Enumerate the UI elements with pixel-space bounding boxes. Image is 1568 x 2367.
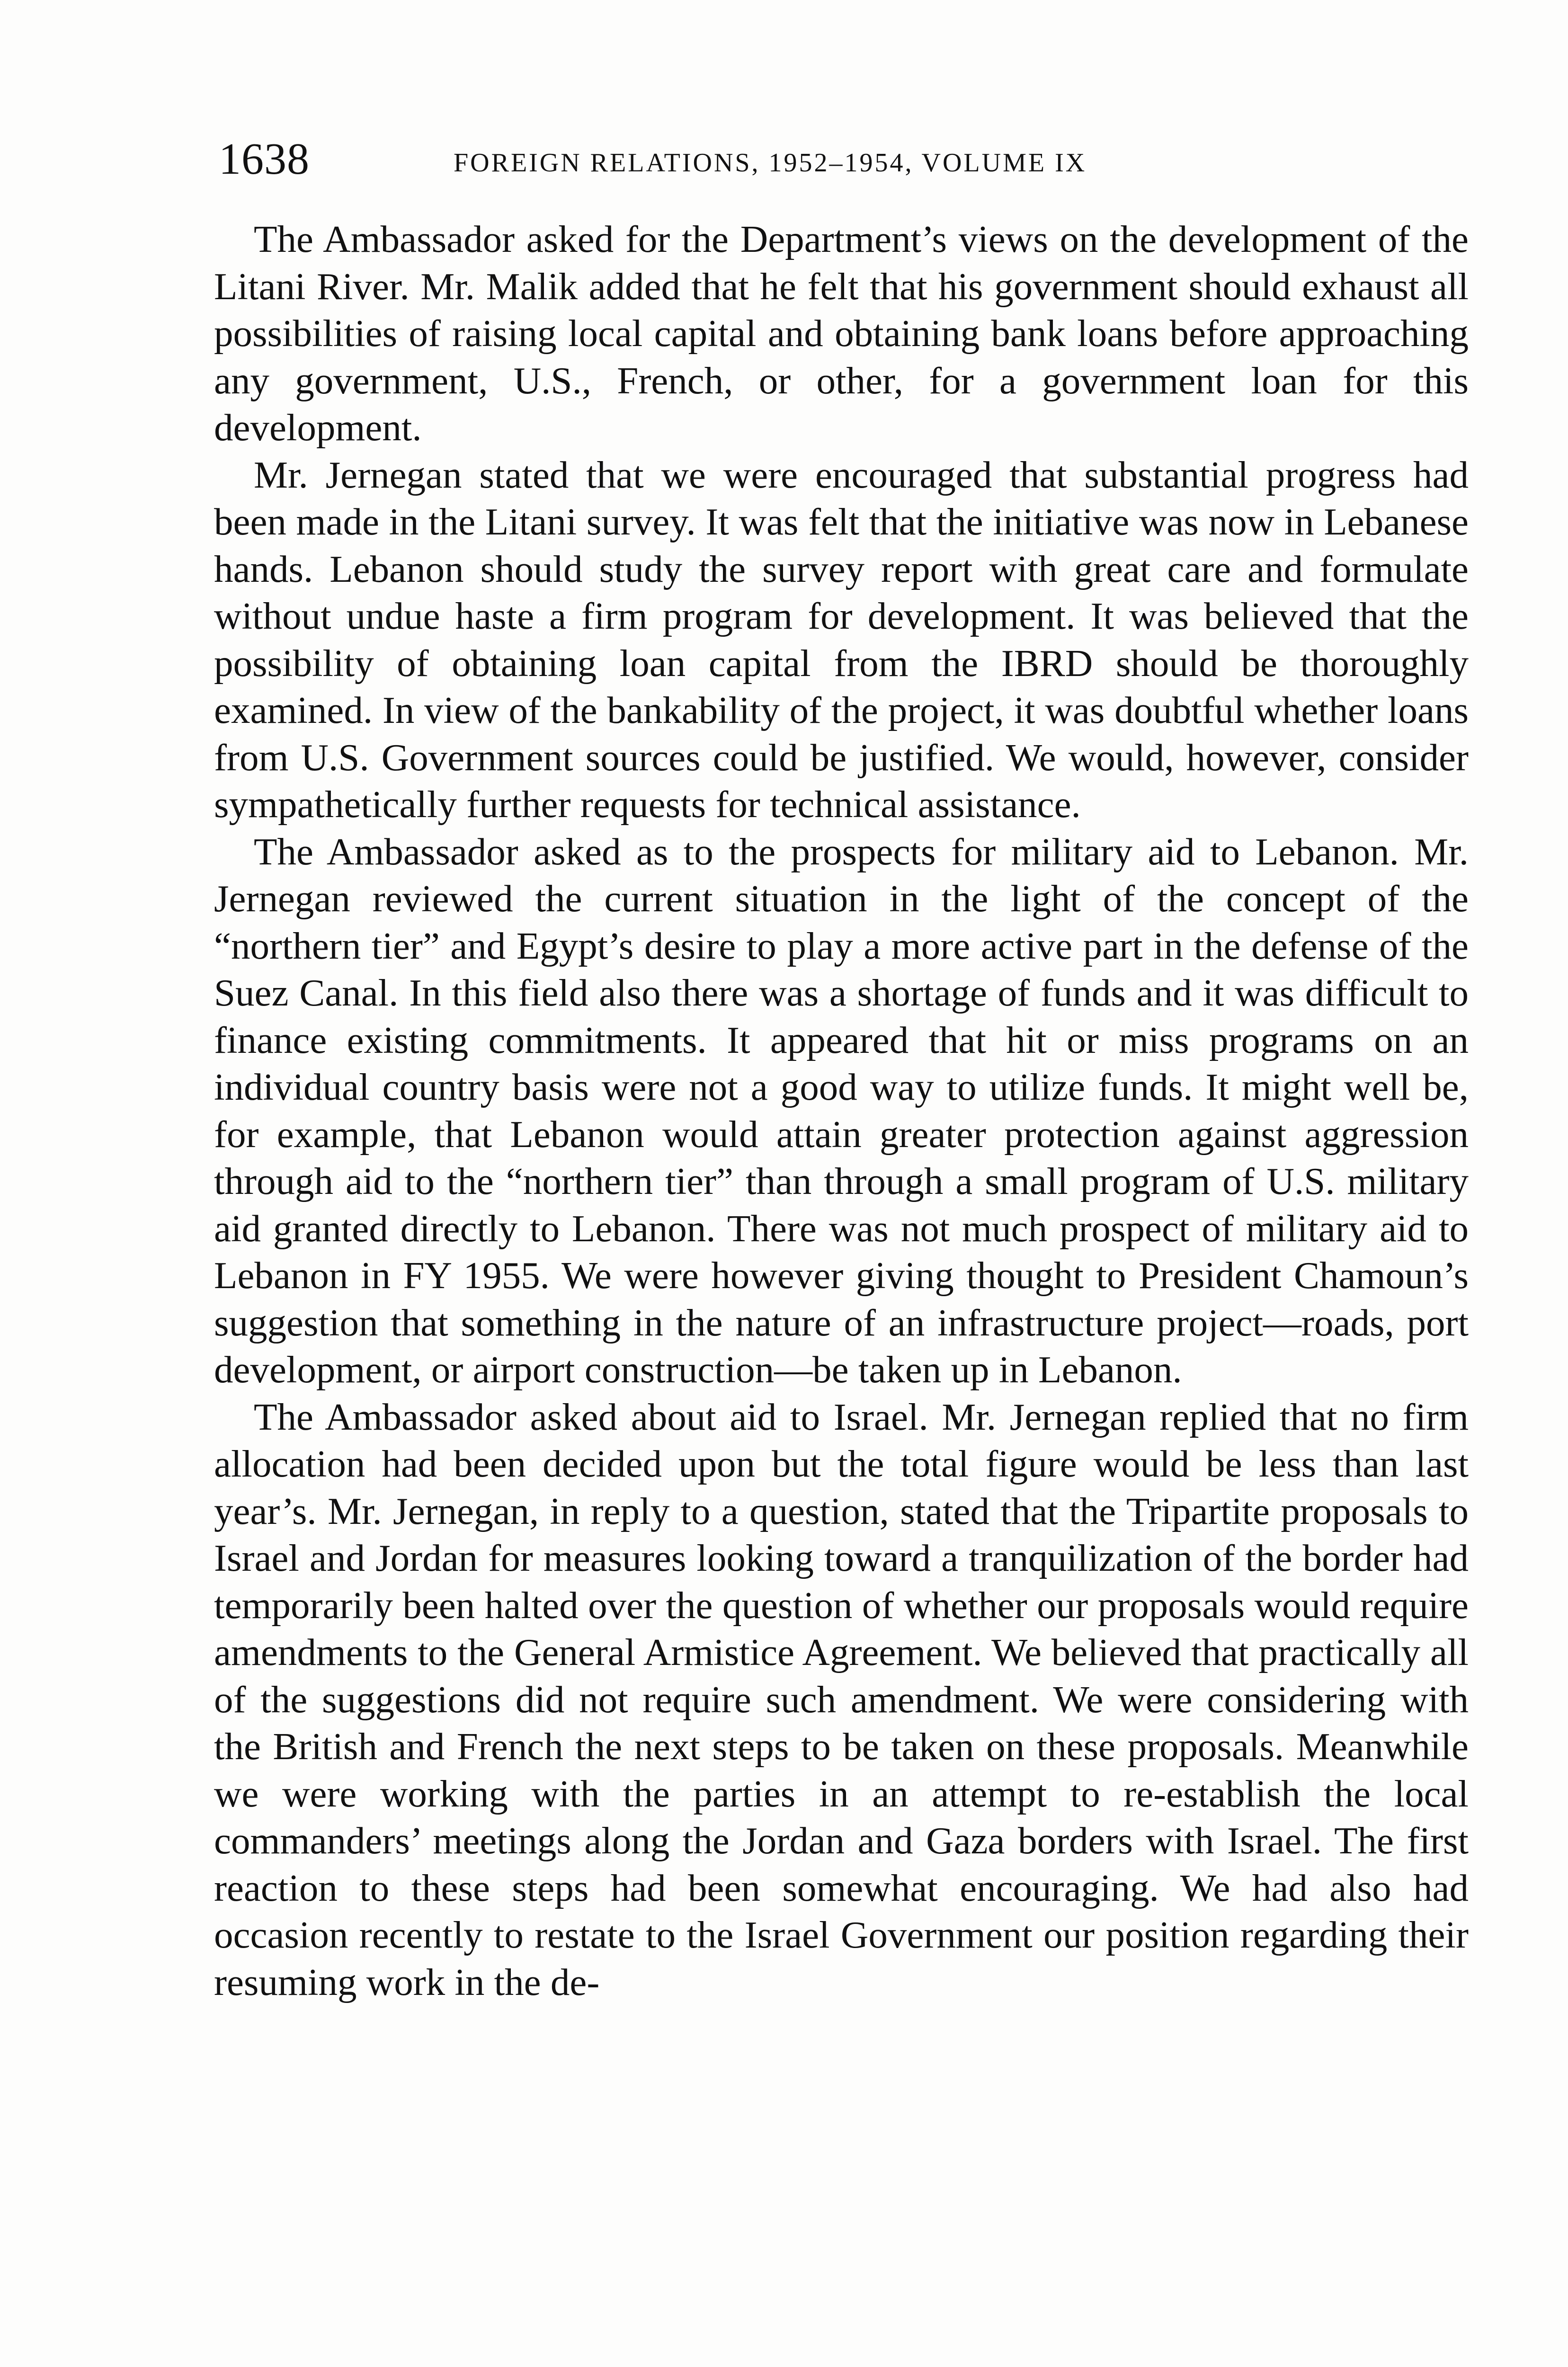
running-head: FOREIGN RELATIONS, 1952–1954, VOLUME IX	[454, 148, 1087, 178]
paragraph: Mr. Jernegan stated that we were encouraged that substantial progress had been made in the Litani survey. It was felt that the initiative was now in Lebanese hands. Lebanon should study the survey report with great care and formulate without undue haste a firm program for development. It was believed that the possibility of obtaining loan capital from the IBRD should be thoroughly examined. In view of the bankability of the project, it was doubtful whether loans from U.S. Government sources could be justified. We would, however, consider sympathetically further requests for technical assistance.	[214, 453, 1469, 826]
paragraph: The Ambassador asked as to the prospects for military aid to Lebanon. Mr. Jernegan reviewed the current situation in the light of the concept of the “northern tier” and Egypt’s desire to play a more active part in the defense of the Suez Canal. In this field also there was a shortage of funds and it was difficult to finance existing commitments. It appeared that hit or miss programs on an individual country basis were not a good way to utilize funds. It might well be, for example, that Lebanon would attain greater protection against aggression through aid to the “northern tier” than through a small program of U.S. military aid granted directly to Lebanon. There was not much prospect of military aid to Lebanon in FY 1955. We were however giving thought to President Chamoun’s suggestion that something in the nature of an infrastructure project—roads, port development, or airport construction—be taken up in Lebanon.	[214, 830, 1469, 1391]
body-text	[214, 216, 1469, 2006]
page-header	[219, 131, 1473, 187]
paragraph: The Ambassador asked about aid to Israel. Mr. Jernegan replied that no firm allocation had been decided upon but the total figure would be less than last year’s. Mr. Jernegan, in reply to a question, stated that the Tripartite proposals to Israel and Jordan for measures looking toward a tranquilization of the border had temporarily been halted over the question of whether our proposals would require amendments to the General Armistice Agreement. We believed that practically all of the suggestions did not require such amendment. We were considering with the British and French the next steps to be taken on these proposals. Meanwhile we were working with the parties in an attempt to re-establish the local commanders’ meetings along the Jordan and Gaza borders with Israel. The first reaction to these steps had been somewhat encouraging. We had also had occasion recently to restate to the Israel Government our position regarding their resuming work in the de-	[214, 1395, 1469, 2003]
paragraph: The Ambassador asked for the Department’s views on the development of the Litani River. Mr. Malik added that he felt that his government should exhaust all possibilities of raising local capital and obtaining bank loans before approaching any government, U.S., French, or other, for a government loan for this development.	[214, 218, 1469, 449]
page-number: 1638	[219, 134, 310, 184]
